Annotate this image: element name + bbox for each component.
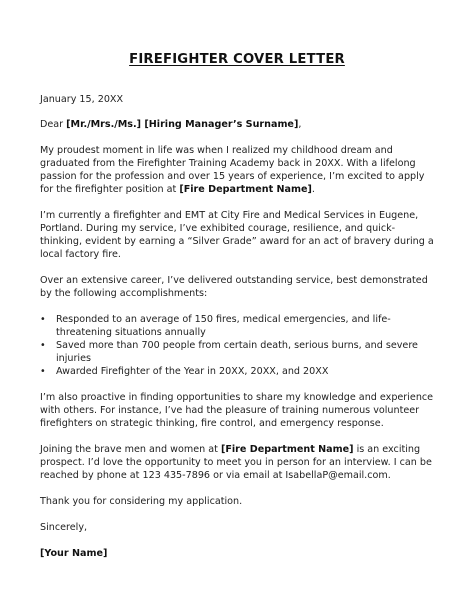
accomplishments-intro: Over an extensive career, I’ve delivered outstanding service, best demonstrated by the following accomplishments: <box>40 275 428 299</box>
list-item <box>40 339 434 365</box>
bullet-icon: • <box>40 314 46 325</box>
interview-paragraph <box>40 443 434 482</box>
fire-department-placeholder: [Fire Department Name] <box>179 184 312 195</box>
training-paragraph: I’m also proactive in finding opportunities to share my knowledge and experience with others. For instance, I’ve had the pleasure of training numerous volunteer firefighters on strategic thinking, fire control, and emergency response. <box>40 392 434 429</box>
experience-paragraph: I’m currently a firefighter and EMT at City Fire and Medical Services in Eugene, Portland. During my service, I’ve exhibited courage, resilience, and quick-thinking, evident by earning a “Silver Grade” award for an act of bravery during a local factory fire. <box>40 210 434 260</box>
signature-placeholder: [Your Name] <box>40 548 108 559</box>
opening-paragraph <box>40 144 434 196</box>
list-item <box>40 365 434 378</box>
list-item <box>40 313 434 339</box>
opening-end: . <box>311 184 315 195</box>
thanks-paragraph: Thank you for considering my application. <box>40 496 243 507</box>
salutation-suffix: , <box>298 119 302 130</box>
list-item-text: Responded to an average of 150 fires, medical emergencies, and life-threatening situations annually <box>56 314 391 338</box>
fire-department-placeholder: [Fire Department Name] <box>220 444 354 455</box>
accomplishments-list <box>40 313 434 378</box>
hiring-manager-placeholder: [Mr./Mrs./Ms.] [Hiring Manager’s Surname] <box>66 119 299 130</box>
letter-title: FIREFIGHTER COVER LETTER <box>129 52 345 67</box>
list-item-text: Saved more than 700 people from certain death, serious burns, and severe injuries <box>56 340 418 364</box>
interview-start: Joining the brave men and women at <box>40 444 221 455</box>
bullet-icon: • <box>40 340 46 351</box>
letter-date: January 15, 20XX <box>40 94 124 105</box>
opening-text: My proudest moment in life was when I realized my childhood dream and graduated from the Firefighter Training Academy back in 20XX. With a lifelong passion for the profession and over 15 years of experience, I’m excited to apply for the firefighter position at <box>40 145 425 195</box>
salutation-prefix: Dear <box>40 119 67 130</box>
closing: Sincerely, <box>40 522 88 533</box>
list-item-text: Awarded Firefighter of the Year in 20XX, 20XX, and 20XX <box>56 366 329 377</box>
interview-end: is an exciting prospect. I’d love the opportunity to meet you in person for an interview. I can be reached by phone at 123 435-7896 or via email at IsabellaP@email.com. <box>40 444 432 481</box>
salutation <box>40 118 434 131</box>
bullet-icon: • <box>40 366 46 377</box>
